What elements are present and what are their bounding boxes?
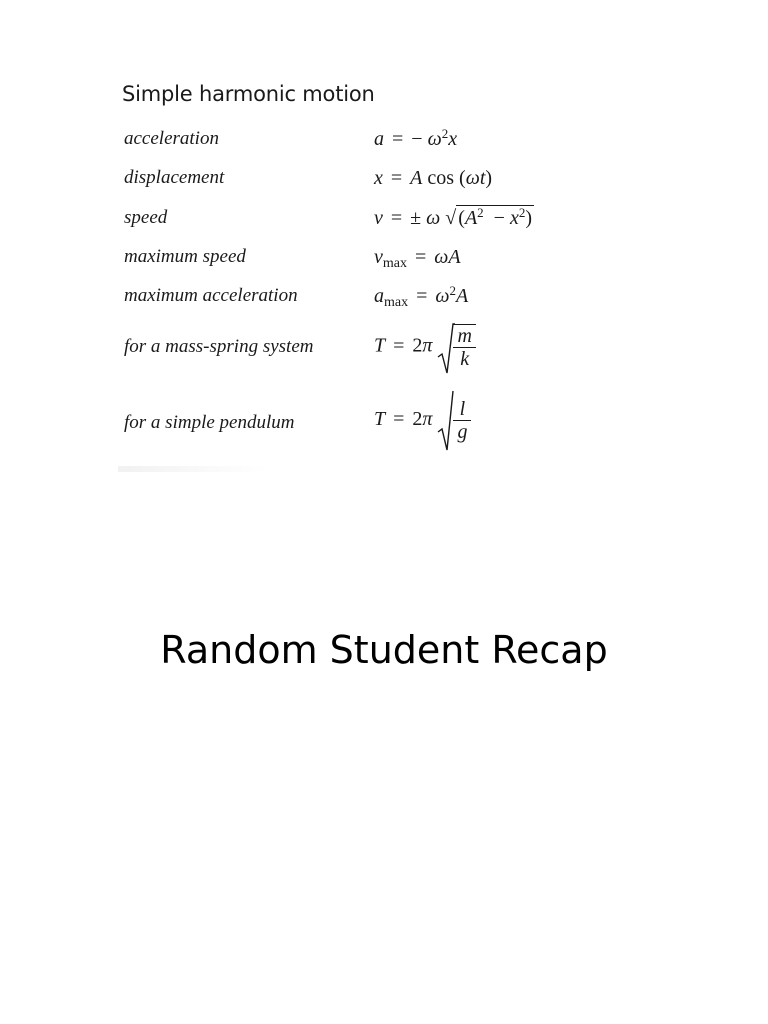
- mass-spring-period-formula: T = 2π $\frac{m}{k}$: [374, 324, 476, 370]
- row-label: acceleration: [124, 128, 219, 149]
- pendulum-period-formula: T = 2π $\frac{l}{g}$: [374, 398, 471, 443]
- recap-title: Random Student Recap: [160, 628, 608, 672]
- sheet-title: Simple harmonic motion: [122, 82, 375, 106]
- row-label: for a simple pendulum: [124, 412, 295, 433]
- sqrt-fraction: $\frac{l}{g}$: [453, 398, 471, 443]
- speed-formula: v = ± ω √ $(A^2 - x^2)$: [374, 205, 532, 229]
- acceleration-formula: a = − $\omega^2x$: [374, 126, 458, 150]
- row-label: displacement: [124, 167, 225, 188]
- row-label: for a mass-spring system: [124, 336, 314, 357]
- row-label: speed: [124, 207, 168, 228]
- scan-edge: [118, 466, 268, 472]
- max-speed-formula: $v_{max} = \omega A$: [374, 246, 461, 271]
- shm-formula-sheet: [118, 78, 598, 474]
- displacement-formula: x = A cos (ωt): [374, 167, 493, 189]
- max-acceleration-formula: $a_{max} = \omega^2A$: [374, 283, 469, 310]
- row-label: maximum speed: [124, 246, 246, 267]
- sqrt-fraction: $\frac{m}{k}$: [453, 324, 475, 370]
- row-label: maximum acceleration: [124, 285, 298, 306]
